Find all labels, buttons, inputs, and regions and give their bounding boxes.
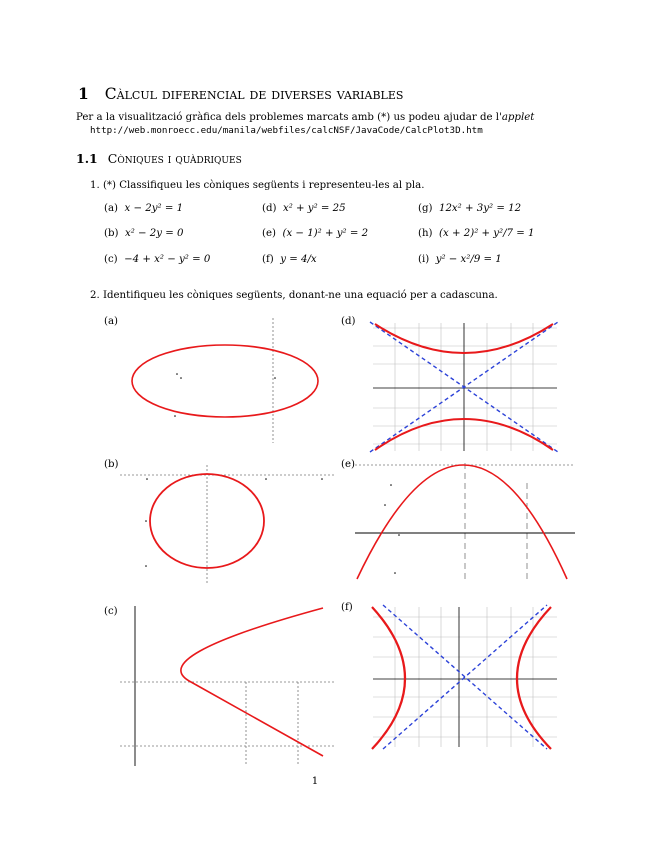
figure-e-parabola-plot <box>355 463 575 583</box>
subsection-heading <box>76 151 242 166</box>
section-heading <box>78 84 403 103</box>
item-i: (i) y² − x²/9 = 1 <box>418 254 502 265</box>
subsection-title: Còniques i quàdriques <box>107 151 242 166</box>
figure-e-label: (e) <box>341 459 355 470</box>
item-d: (d) x² + y² = 25 <box>262 203 346 214</box>
figure-b-circle-plot <box>120 465 335 585</box>
section-number: 1 <box>78 84 89 103</box>
figure-d-hyperbola-plot <box>365 318 565 456</box>
page-number: 1 <box>311 776 319 787</box>
applet-url[interactable]: http://web.monroecc.edu/manila/webfiles/calcNSF/JavaCode/CalcPlot3D.htm <box>90 125 483 136</box>
figure-c-label: (c) <box>104 606 118 617</box>
item-f: (f) y = 4/x <box>262 254 317 265</box>
section-title: Càlcul diferencial de diverses variables <box>104 85 404 103</box>
applet-word: applet <box>501 112 535 123</box>
figure-a-label: (a) <box>104 316 119 327</box>
item-g: (g) 12x² + 3y² = 12 <box>418 203 522 214</box>
figure-f-label: (f) <box>341 602 353 613</box>
figure-f-grid <box>373 607 557 747</box>
figure-c-parabola-plot <box>120 606 335 766</box>
figure-b-label: (b) <box>104 459 119 470</box>
subsection-number: 1.1 <box>76 151 98 166</box>
problem-1-statement: 1. (*) Classifiqueu les còniques següents i representeu-les al pla. <box>90 180 425 191</box>
item-a: (a) x − 2y² = 1 <box>104 203 184 214</box>
item-e: (e) (x − 1)² + y² = 2 <box>262 228 369 239</box>
item-h: (h) (x + 2)² + y²/7 = 1 <box>418 228 535 239</box>
figure-a-ellipse-plot <box>125 318 325 443</box>
item-c: (c) −4 + x² − y² = 0 <box>104 254 211 265</box>
intro-paragraph <box>76 112 534 123</box>
figure-d-label: (d) <box>341 316 356 327</box>
figure-f-curve-left <box>372 607 405 749</box>
figure-e-curve <box>357 465 567 579</box>
figure-a-curve <box>132 345 318 417</box>
figure-f-hyperbola-plot <box>365 603 565 751</box>
problem-2-statement: 2. Identifiqueu les còniques següents, donant-ne una equació per a cadascuna. <box>90 290 498 301</box>
intro-text: Per a la visualització gràfica dels problemes marcats amb (*) us podeu ajudar de l' <box>76 112 502 123</box>
item-b: (b) x² − 2y = 0 <box>104 228 184 239</box>
